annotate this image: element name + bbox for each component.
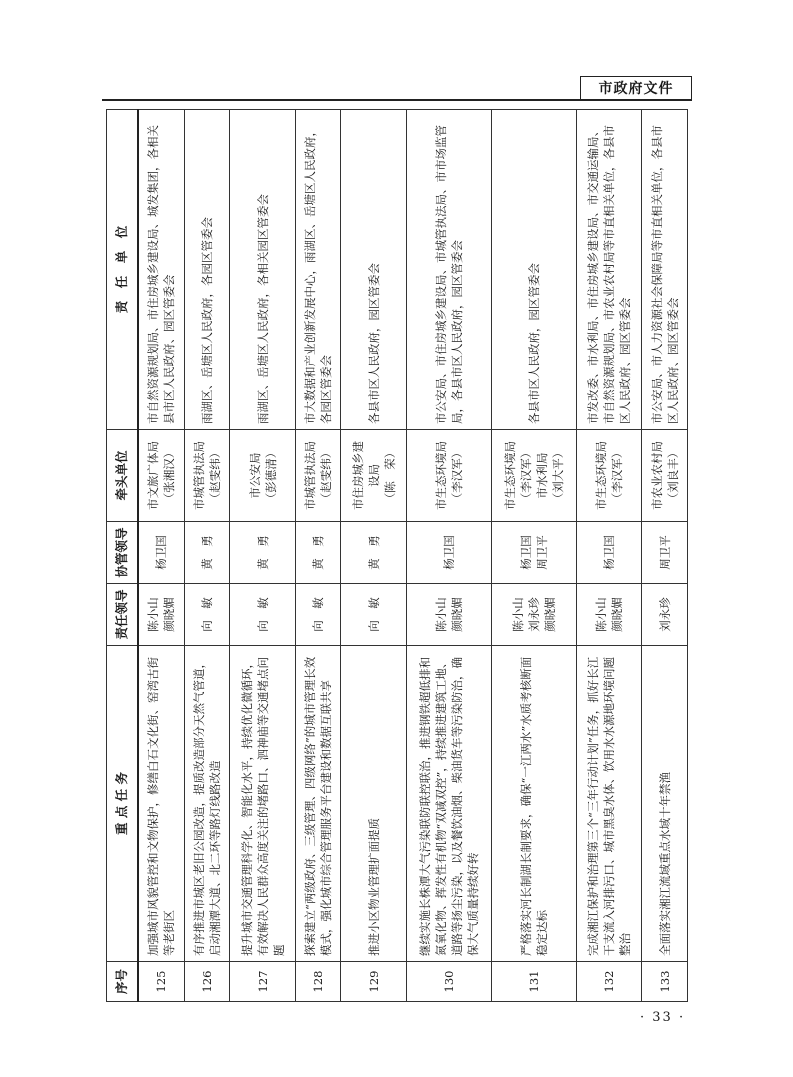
- table-row: [642, 110, 688, 1002]
- responsible-leader-line: 向 敏: [366, 597, 381, 632]
- lead-unit-line: （刘大平）: [550, 446, 565, 505]
- row-number: 125: [138, 962, 184, 1002]
- responsible-leader-line: 颜晓媚: [610, 597, 625, 632]
- lead-unit-line: 市农业农村局: [649, 441, 664, 510]
- co-leader-line: 杨卫国: [154, 535, 169, 570]
- key-task: 推进小区物业管理扩面提质: [341, 646, 406, 962]
- key-task: 提升城市交通管理科学化、智能化水平，持续优化微循环，有效解决人民群众高度关注的堵路口、泗神庙等交通堵点问题: [230, 646, 295, 962]
- header-co-leader: 协管领导: [107, 522, 139, 584]
- responsible-leader-line: 陈小山: [510, 597, 525, 632]
- co-leader: [406, 522, 491, 584]
- co-leader-line: 黄 勇: [366, 535, 381, 570]
- row-number: 130: [406, 962, 491, 1002]
- responsible-units: 雨湖区、岳塘区人民政府，各园区管委会: [184, 110, 230, 430]
- row-number: 132: [576, 962, 641, 1002]
- row-number: 128: [295, 962, 341, 1002]
- lead-unit-line: （刘良丰）: [665, 446, 680, 505]
- header-task: 重 点 任 务: [107, 646, 139, 962]
- responsible-leader-line: 刘永珍: [657, 597, 672, 632]
- lead-unit-line: （李汉军）: [518, 446, 533, 505]
- responsible-leader-line: 颜晓媚: [162, 597, 177, 632]
- responsible-leader: [576, 584, 641, 646]
- co-leader-line: 黄 勇: [200, 535, 215, 570]
- table-header-row: [107, 110, 139, 1002]
- responsible-leader-line: 陈小山: [594, 597, 609, 632]
- key-task: 完成湘江保护和治理第三个“三年行动计划”任务，抓好长江干支流入河排污口、城市黑臭水体、饮用水水源地环境问题整治: [576, 646, 641, 962]
- document-category-tag: 市政府文件: [580, 76, 692, 100]
- row-number: 127: [230, 962, 295, 1002]
- lead-unit-line: 市生态环境局: [433, 441, 448, 510]
- key-task: 严格落实河长制湖长制要求，确保“一江两水”水质考核断面稳定达标: [491, 646, 576, 962]
- row-number: 133: [642, 962, 688, 1002]
- responsible-leader: [642, 584, 688, 646]
- responsible-leader: [406, 584, 491, 646]
- co-leader: [491, 522, 576, 584]
- responsible-leader-line: 陈小山: [146, 597, 161, 632]
- responsible-leader-line: 刘永珍: [526, 597, 541, 632]
- header-rule: [102, 99, 692, 101]
- header-no: 序号: [107, 962, 139, 1002]
- table-row: [406, 110, 491, 1002]
- lead-unit: [295, 430, 341, 522]
- header-resp-units: 责 任 单 位: [107, 110, 139, 430]
- row-number: 126: [184, 962, 230, 1002]
- lead-unit-line: 设局: [366, 464, 381, 487]
- lead-unit-line: 市城管执法局: [303, 441, 318, 510]
- responsible-leader: [341, 584, 406, 646]
- rotated-table-container: [106, 110, 688, 1002]
- responsible-units: 各县市区人民政府，园区管委会: [491, 110, 576, 430]
- responsible-leader: [184, 584, 230, 646]
- responsible-leader-line: 颜晓媚: [449, 597, 464, 632]
- co-leader-line: 黄 勇: [311, 535, 326, 570]
- responsible-leader: [230, 584, 295, 646]
- lead-unit: [138, 430, 184, 522]
- task-table: [106, 109, 688, 1002]
- responsible-units: 市公安局、市人力资源社会保障局等市直相关单位，各县市区人民政府、园区管委会: [642, 110, 688, 430]
- responsible-units: 市发改委、市水利局、市住房城乡建设局、市交通运输局、市自然资源规划局、市农业农村局等市直相关单位，各县市区人民政府、园区管委会: [576, 110, 641, 430]
- co-leader-line: 周卫平: [657, 535, 672, 570]
- responsible-units: 市公安局、市住房城乡建设局、市城管执法局、市市场监管局，各县市区人民政府，园区管委会: [406, 110, 491, 430]
- table-row: [230, 110, 295, 1002]
- co-leader: [576, 522, 641, 584]
- lead-unit-line: （彭德清）: [263, 446, 278, 505]
- table-row: [184, 110, 230, 1002]
- responsible-leader: [295, 584, 341, 646]
- co-leader-line: 杨卫国: [518, 535, 533, 570]
- row-number: 131: [491, 962, 576, 1002]
- co-leader: [138, 522, 184, 584]
- key-task: 继续实施长株潭大气污染联防联控联治，推进钢铁超低排和氮氧化物、挥发性有机物“双减双控”，持续推进建筑工地、道路等扬尘污染，以及餐饮油烟、柴油货车等污染防治，确保大气质量持续好转: [406, 646, 491, 962]
- lead-unit-line: 市生态环境局: [502, 441, 517, 510]
- lead-unit-line: 市公安局: [247, 452, 262, 499]
- lead-unit: [642, 430, 688, 522]
- key-task: 探索建立“两级政府、三级管理、四级网络”的城市管理长效模式，强化城市综合管理服务平台建设和数据互联共享: [295, 646, 341, 962]
- key-task: 加强城市风貌管控和文物保护，修缮白石文化街、窑湾古街等老街区: [138, 646, 184, 962]
- responsible-leader-line: 向 敏: [311, 597, 326, 632]
- responsible-leader: [491, 584, 576, 646]
- page-number: · 33 ·: [640, 1010, 686, 1025]
- co-leader: [642, 522, 688, 584]
- co-leader: [184, 522, 230, 584]
- lead-unit: [491, 430, 576, 522]
- lead-unit-line: （李汉军）: [449, 446, 464, 505]
- responsible-leader-line: 颜晓媚: [542, 597, 557, 632]
- row-number: 129: [341, 962, 406, 1002]
- lead-unit-line: 市住房城乡建: [350, 441, 365, 510]
- lead-unit-line: 市城管执法局: [192, 441, 207, 510]
- lead-unit-line: （赵雯纬）: [319, 446, 334, 505]
- responsible-leader: [138, 584, 184, 646]
- key-task: 有序推进市城区老旧公园改造，提质改造部分天然气管道，启动湘潭大道、北二环等路灯线路改造: [184, 646, 230, 962]
- header-leader: 责任领导: [107, 584, 139, 646]
- lead-unit: [406, 430, 491, 522]
- table-row: [295, 110, 341, 1002]
- co-leader: [341, 522, 406, 584]
- responsible-units: 雨湖区、岳塘区人民政府，各相关园区管委会: [230, 110, 295, 430]
- table-row: [138, 110, 184, 1002]
- co-leader-line: 杨卫国: [602, 535, 617, 570]
- table-row: [576, 110, 641, 1002]
- lead-unit: [184, 430, 230, 522]
- co-leader: [230, 522, 295, 584]
- key-task: 全面落实湘江流域重点水域十年禁渔: [642, 646, 688, 962]
- co-leader-line: 周卫平: [534, 535, 549, 570]
- co-leader: [295, 522, 341, 584]
- co-leader-line: 杨卫国: [441, 535, 456, 570]
- responsible-units: 市大数据和产业创新发展中心，雨湖区、岳塘区人民政府，各园区管委会: [295, 110, 341, 430]
- lead-unit-line: （张湘汉）: [162, 446, 177, 505]
- responsible-units: 各县市区人民政府，园区管委会: [341, 110, 406, 430]
- co-leader-line: 黄 勇: [255, 535, 270, 570]
- lead-unit: [230, 430, 295, 522]
- table-row: [491, 110, 576, 1002]
- responsible-leader-line: 向 敏: [255, 597, 270, 632]
- lead-unit-line: 市水利局: [534, 452, 549, 499]
- lead-unit-line: （赵雯纬）: [208, 446, 223, 505]
- responsible-leader-line: 向 敏: [200, 597, 215, 632]
- lead-unit-line: （李汉军）: [610, 446, 625, 505]
- lead-unit: [576, 430, 641, 522]
- lead-unit-line: 市生态环境局: [594, 441, 609, 510]
- lead-unit: [341, 430, 406, 522]
- header-lead-unit: 牵头单位: [107, 430, 139, 522]
- table-row: [341, 110, 406, 1002]
- responsible-units: 市自然资源规划局、市住房城乡建设局、城发集团，各相关县市区人民政府、园区管委会: [138, 110, 184, 430]
- lead-unit-line: （陈 荣）: [382, 446, 397, 505]
- lead-unit-line: 市文旅广体局: [146, 441, 161, 510]
- responsible-leader-line: 陈小山: [433, 597, 448, 632]
